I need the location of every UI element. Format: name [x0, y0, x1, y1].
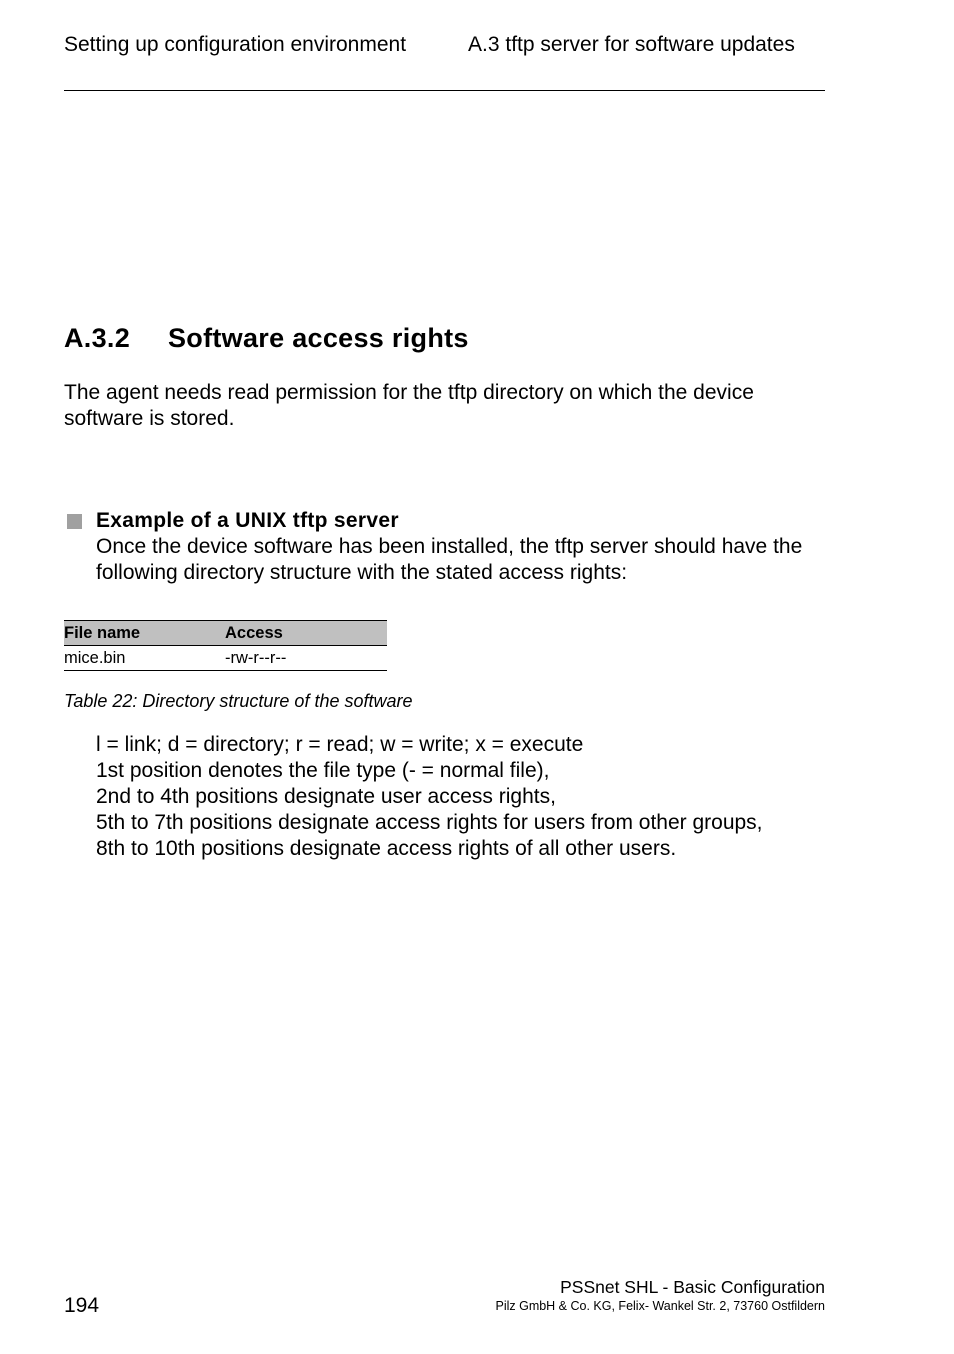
access-legend	[96, 732, 763, 862]
square-bullet-icon	[67, 514, 82, 529]
footer-company: Pilz GmbH & Co. KG, Felix- Wankel Str. 2, 73760 Ostfildern	[495, 1299, 825, 1313]
table-row	[64, 646, 387, 671]
legend-line: l = link; d = directory; r = read; w = write; x = execute	[96, 733, 584, 756]
header-chapter: Setting up configuration environment	[64, 33, 407, 56]
legend-line: 2nd to 4th positions designate user access rights,	[96, 785, 556, 808]
header-divider	[64, 90, 825, 91]
table-caption: Table 22: Directory structure of the software	[64, 691, 413, 711]
example-title: Example of a UNIX tftp server	[96, 509, 399, 532]
table-cell-access: -rw-r--r--	[225, 646, 387, 671]
section-title: Software access rights	[168, 323, 469, 353]
table-header-filename: File name	[64, 621, 225, 646]
table-header-access: Access	[225, 621, 387, 646]
table-cell-filename: mice.bin	[64, 646, 225, 671]
footer-product: PSSnet SHL - Basic Configuration	[560, 1277, 825, 1297]
page-number: 194	[64, 1294, 100, 1317]
legend-line: 5th to 7th positions designate access rights for users from other groups,	[96, 811, 763, 834]
header-section: A.3 tftp server for software updates	[468, 33, 795, 56]
legend-line: 1st position denotes the file type (- = normal file),	[96, 759, 550, 782]
section-number: A.3.2	[64, 323, 131, 353]
directory-table	[64, 620, 387, 671]
intro-paragraph: The agent needs read permission for the tftp directory on which the device software is stored.	[64, 381, 754, 430]
table-header-row	[64, 621, 387, 646]
legend-line: 8th to 10th positions designate access rights of all other users.	[96, 837, 677, 860]
example-text: Once the device software has been installed, the tftp server should have the following directory structure with the stated access rights:	[96, 535, 803, 584]
